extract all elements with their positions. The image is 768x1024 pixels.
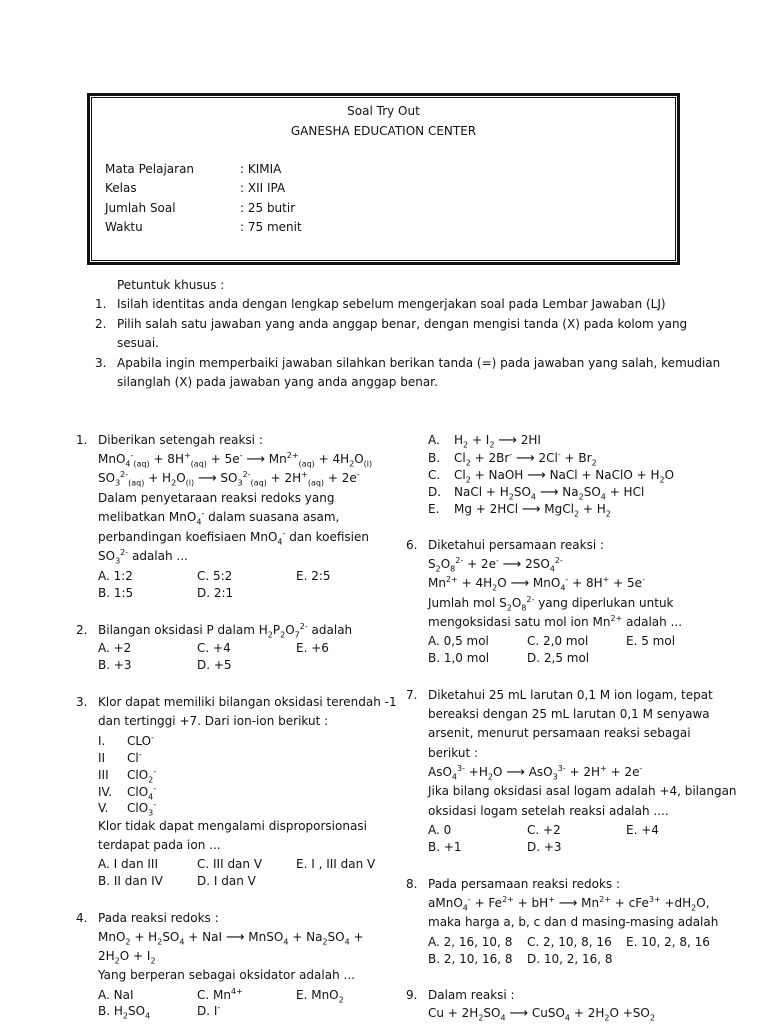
question-number: 9. bbox=[406, 988, 418, 1002]
q4-opt-c: C. Mn bbox=[197, 988, 231, 1002]
q2-text: Bilangan oksidasi P dalam bbox=[98, 623, 255, 637]
question-text: Klor tidak dapat mengalami disproporsionasi bbox=[98, 819, 367, 833]
instruction-text: Isilah identitas anda dengan lengkap sebelum mengerjakan soal pada Lembar Jawaban (LJ) bbox=[117, 297, 666, 311]
id-label: Kelas bbox=[105, 181, 137, 195]
reaction-line: aMnO$_4$- + $Fe^{2+} + bH^+$ ⟶ $Mn^{2+} + cFe^{3+} +dH_2O$, bbox=[428, 895, 710, 913]
id-label: Jumlah Soal bbox=[105, 201, 176, 215]
question-text: Yang berperan sebagai oksidator adalah ... bbox=[98, 968, 355, 982]
option-e[interactable]: E. +6 bbox=[296, 641, 329, 655]
instruction-text: silanglah (X) pada jawaban yang anda anggap benar. bbox=[117, 375, 438, 389]
q6-text-a: Jumlah mol bbox=[428, 596, 496, 610]
question-text: melibatkan MnO$_4$- dalam suasana asam, bbox=[98, 509, 340, 527]
question-number: 7. bbox=[406, 688, 418, 702]
option-b[interactable]: B. 1:5 bbox=[98, 586, 134, 600]
option-d[interactable]: D. +5 bbox=[197, 658, 232, 672]
option-e[interactable]: E. +4 bbox=[626, 823, 659, 837]
question-text: Diberikan setengah reaksi : bbox=[98, 433, 263, 447]
question-number: 3. bbox=[76, 695, 88, 709]
instruction-num: 2. bbox=[95, 317, 107, 331]
instruction-text: Apabila ingin memperbaiki jawaban silahkan berikan tanda (=) pada jawaban yang salah, kemudian bbox=[117, 356, 721, 370]
q1-text-c: adalah ... bbox=[131, 549, 188, 563]
question-text: arsenit, menurut persamaan reaksi sebagai bbox=[428, 726, 691, 740]
id-label: Mata Pelajaran bbox=[105, 162, 195, 176]
question-text: maka harga a, b, c dan d masing-masing adalah bbox=[428, 915, 719, 929]
instruction-text: sesuai. bbox=[117, 336, 159, 350]
option-e[interactable]: E. 10, 2, 8, 16 bbox=[626, 935, 710, 949]
option-c[interactable]: C. 5:2 bbox=[197, 569, 233, 583]
option-c[interactable]: C. +4 bbox=[197, 641, 231, 655]
q6-text-d: adalah ... bbox=[626, 615, 683, 629]
question-text: Klor dapat memiliki bilangan oksidasi terendah -1 bbox=[98, 695, 397, 709]
half-reaction-1: $MnO_4^-_{(aq)} + 8H^+_{(aq)} + 5e^-$ ⟶ $Mn^{2+}_{(aq)} + 4H_2O_{(l)}$ bbox=[98, 451, 373, 469]
option-d[interactable]: D. 10, 2, 16, 8 bbox=[527, 952, 613, 966]
instructions-title: Petuntuk khusus : bbox=[117, 278, 225, 292]
question-text: oksidasi logam setelah reaksi adalah .... bbox=[428, 804, 669, 818]
question-text: $SO_3^{2-}$ adalah ... bbox=[98, 548, 188, 566]
option-letter[interactable]: B. bbox=[428, 451, 441, 465]
roman-numeral: IV. bbox=[98, 785, 113, 799]
option-e[interactable]: E. 2:5 bbox=[296, 569, 331, 583]
roman-numeral: II bbox=[98, 751, 106, 765]
reaction-line: $2H_2O + I_2$ bbox=[98, 949, 156, 966]
q6-text-b: yang diperlukan untuk bbox=[538, 596, 674, 610]
reaction-option: NaCl + $H_2SO_4$ ⟶ $Na_2SO_4$ + HCl bbox=[454, 485, 645, 502]
instruction-num: 1. bbox=[95, 297, 107, 311]
q2-tail: adalah bbox=[311, 623, 353, 637]
question-number: 2. bbox=[76, 623, 88, 637]
option-e[interactable]: E. MnO$_2$ bbox=[296, 988, 344, 1005]
option-e[interactable]: E. 5 mol bbox=[626, 634, 676, 648]
question-text: Diketahui 25 mL larutan 0,1 M ion logam, tepat bbox=[428, 688, 713, 702]
question-text: perbandingan koefisiaen MnO$_4$- dan koefisien bbox=[98, 529, 370, 547]
roman-numeral: I. bbox=[98, 734, 106, 748]
option-c[interactable]: C. III dan V bbox=[197, 857, 263, 871]
header-title: Soal Try Out bbox=[347, 104, 420, 118]
option-a[interactable]: A. 0,5 mol bbox=[428, 634, 489, 648]
id-value: : KIMIA bbox=[240, 162, 282, 176]
question-text: Pada persamaan reaksi redoks : bbox=[428, 877, 621, 891]
question-text: Dalam reaksi : bbox=[428, 988, 515, 1002]
option-a[interactable]: A. +2 bbox=[98, 641, 132, 655]
question-text: mengoksidasi satu mol ion $Mn^{2+}$ adalah ... bbox=[428, 614, 683, 629]
option-a[interactable]: A. NaI bbox=[98, 988, 134, 1002]
option-letter[interactable]: E. bbox=[428, 502, 440, 516]
reaction-option: $Cl_2$ + NaOH ⟶ NaCl + NaClO + $H_2O$ bbox=[454, 468, 675, 485]
option-d[interactable]: D. 2,5 mol bbox=[527, 651, 590, 665]
reaction-line: $S_2O_8^{2-} + 2e^-$ ⟶ $2SO_4^{2-}$ bbox=[428, 556, 563, 574]
question-number: 6. bbox=[406, 538, 418, 552]
option-c[interactable]: C. $Mn^{4+}$ bbox=[197, 987, 243, 1002]
ion-item: ClO$_4$- bbox=[127, 784, 157, 802]
reaction-line: $Mn^{2+} + 4H_2O$ ⟶ MnO$_4$- + 8H+ + 5e- bbox=[428, 575, 645, 593]
option-a[interactable]: A. 0 bbox=[428, 823, 452, 837]
ion-item: Cl- bbox=[127, 750, 142, 765]
reaction-option: $Cl_2 + 2Br^-$ ⟶ $2Cl^- + Br_2$ bbox=[454, 450, 597, 468]
option-letter[interactable]: D. bbox=[428, 485, 442, 499]
question-text: berikut : bbox=[428, 746, 479, 760]
option-a[interactable]: A. 2, 16, 10, 8 bbox=[428, 935, 513, 949]
option-c[interactable]: C. +2 bbox=[527, 823, 561, 837]
q1-text-b: dan koefisien bbox=[289, 530, 370, 544]
half-reaction-2: $SO_3^{2-}_{(aq)} + H_2O_{(l)}$ ⟶ $SO_3^{2-}_{(aq)} + 2H^+_{(aq)} + 2e^-$ bbox=[98, 470, 360, 488]
question-text: bereaksi dengan 25 mL larutan 0,1 M senyawa bbox=[428, 707, 710, 721]
option-d[interactable]: D. +3 bbox=[527, 840, 562, 854]
ion-item: ClO$_3$- bbox=[127, 800, 157, 818]
id-value: : XII IPA bbox=[240, 181, 286, 195]
option-letter[interactable]: C. bbox=[428, 468, 441, 482]
ion-item: ClO$_2$- bbox=[127, 767, 157, 785]
option-d[interactable]: D. I- bbox=[197, 1003, 221, 1018]
q6-text-c: mengoksidasi satu mol ion Mn bbox=[428, 615, 611, 629]
roman-numeral: III bbox=[98, 768, 109, 782]
option-d[interactable]: D. I dan V bbox=[197, 874, 256, 888]
reaction-line: $MnO_2 + H_2SO_4$ + NaI ⟶ MnSO$_4$ + $Na_2SO_4$ + bbox=[98, 930, 364, 947]
question-text: Diketahui persamaan reaksi : bbox=[428, 538, 605, 552]
question-text: Bilangan oksidasi P dalam $H_2P_2O_7^{2-}$ adalah bbox=[98, 622, 353, 640]
question-text: Dalam penyetaraan reaksi redoks yang bbox=[98, 491, 335, 505]
option-a[interactable]: A. 1:2 bbox=[98, 569, 133, 583]
option-b[interactable]: B. 2, 10, 16, 8 bbox=[428, 952, 513, 966]
reaction-line: $Cu + 2H_2SO_4$ ⟶ CuSO$_4$ + $2H_2O +SO_2$ bbox=[428, 1006, 655, 1023]
option-b[interactable]: B. $H_2SO_4$ bbox=[98, 1004, 151, 1021]
instruction-text: Pilih salah satu jawaban yang anda anggap benar, dengan mengisi tanda (X) pada kolom yang bbox=[117, 317, 688, 331]
q1-text-a: perbandingan koefisiaen bbox=[98, 530, 247, 544]
option-c[interactable]: C. 2, 10, 8, 16 bbox=[527, 935, 612, 949]
question-text: Pada reaksi redoks : bbox=[98, 911, 219, 925]
option-letter[interactable]: A. bbox=[428, 433, 440, 447]
reaction-line: $AsO_4^{3-} +H_2O$ ⟶ AsO$_3^{3-}$ + 2H+ + 2e- bbox=[428, 764, 643, 782]
option-e[interactable]: E. I , III dan V bbox=[296, 857, 376, 871]
option-c[interactable]: C. 2,0 mol bbox=[527, 634, 589, 648]
question-number: 4. bbox=[76, 911, 88, 925]
roman-numeral: V. bbox=[98, 801, 109, 815]
option-a[interactable]: A. I dan III bbox=[98, 857, 158, 871]
id-value: : 75 menit bbox=[240, 220, 302, 234]
option-d[interactable]: D. 2:1 bbox=[197, 586, 234, 600]
instruction-num: 3. bbox=[95, 356, 107, 370]
id-value: : 25 butir bbox=[240, 201, 296, 215]
option-b[interactable]: B. II dan IV bbox=[98, 874, 163, 888]
ion-item: CLO- bbox=[127, 733, 154, 748]
question-text: dan tertinggi +7. Dari ion-ion berikut : bbox=[98, 714, 329, 728]
header-box bbox=[87, 93, 680, 265]
option-b[interactable]: B. +1 bbox=[428, 840, 462, 854]
q4-opt-e: E. MnO bbox=[296, 988, 339, 1002]
question-text: Jumlah mol $S_2O_8^{2-}$ yang diperlukan untuk bbox=[428, 595, 674, 613]
option-b[interactable]: B. +3 bbox=[98, 658, 132, 672]
header-subtitle: GANESHA EDUCATION CENTER bbox=[290, 124, 477, 138]
question-number: 8. bbox=[406, 877, 418, 891]
question-number: 1. bbox=[76, 433, 88, 447]
reaction-option: $H_2 + I_2$ ⟶ 2HI bbox=[454, 433, 541, 450]
reaction-option: Mg + 2HCl ⟶ MgCl$_2$ + $H_2$ bbox=[454, 502, 611, 519]
question-text: terdapat pada ion ... bbox=[98, 838, 221, 852]
id-label: Waktu bbox=[105, 220, 143, 234]
question-text: Jika bilang oksidasi asal logam adalah +4, bilangan bbox=[428, 784, 737, 798]
option-b[interactable]: B. 1,0 mol bbox=[428, 651, 490, 665]
